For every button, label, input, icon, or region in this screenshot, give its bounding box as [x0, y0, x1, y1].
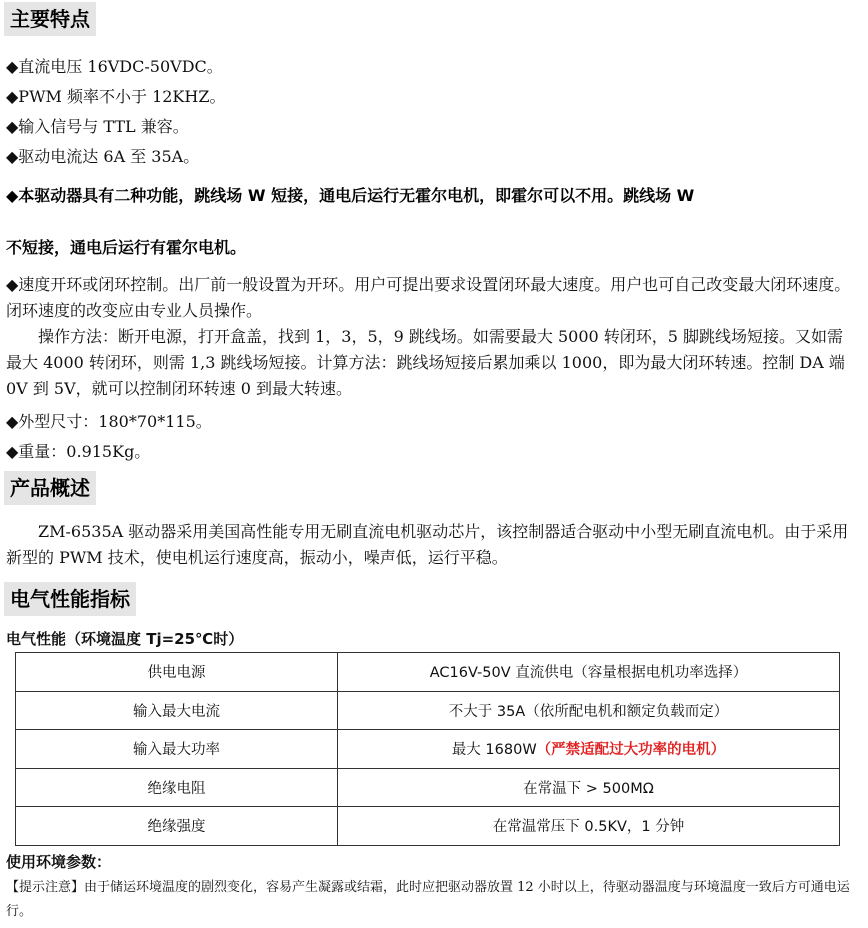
feature-current: ◆驱动电流达 6A 至 35A。 — [6, 147, 200, 166]
spec-warning: （严禁适配过大功率的电机） — [536, 742, 726, 759]
table-row — [16, 768, 840, 807]
environment-note: 【提示注意】由于储运环境温度的剧烈变化，容易产生凝露或结霜，此时应把驱动器放置 12 小时以上，待驱动器温度与环境温度一致后方可通电运行。 — [6, 880, 850, 919]
feature-hall-line2: 不短接，通电后运行有霍尔电机。 — [6, 238, 247, 257]
table-row — [16, 691, 840, 730]
overview-text: ZM-6535A 驱动器采用美国高性能专用无刷直流电机驱动芯片，该控制器适合驱动中小型无刷直流电机。由于采用新型的 PWM 技术，使电机运行速度高，振动小，噪声低，运行平稳。 — [6, 522, 849, 567]
spec-value-text: 不大于 35A（依所配电机和额定负载而定） — [448, 703, 729, 720]
feature-voltage: ◆直流电压 16VDC-50VDC。 — [6, 57, 223, 76]
spec-value-text: 在常温下 > 500MΩ — [523, 780, 654, 797]
feature-size: ◆外型尺寸：180*70*115。 — [6, 412, 212, 431]
feature-speed-control: ◆速度开环或闭环控制。出厂前一般设置为开环。用户可提出要求设置闭环最大速度。用户也可自己改变最大闭环速度。闭环速度的改变应由专业人员操作。 — [6, 275, 851, 320]
table-row — [16, 807, 840, 846]
spec-label: 绝缘强度 — [16, 807, 338, 846]
spec-value-text: 在常温常压下 0.5KV，1 分钟 — [492, 819, 685, 836]
spec-value-text: 最大 1680W — [451, 742, 537, 759]
spec-value — [338, 691, 840, 730]
operation-method: 操作方法：断开电源，打开盒盖，找到 1，3，5，9 跳线场。如需要最大 5000 转闭环，5 脚跳线场短接。又如需最大 4000 转闭环，则需 1,3 跳线场短接。计算方法：跳线场短接后累加乘以 1000，即为最大闭环转速。控制 DA 端 0V 到 5V，就可以控制闭环转速 0 到最大转速。 — [6, 327, 845, 398]
spec-label: 输入最大功率 — [16, 730, 338, 769]
feature-hall-line1: ◆本驱动器具有二种功能，跳线场 W 短接，通电后运行无霍尔电机，即霍尔可以不用。跳线场 W — [6, 186, 695, 205]
table-row — [16, 653, 840, 692]
spec-label: 输入最大电流 — [16, 691, 338, 730]
spec-value — [338, 768, 840, 807]
section-heading-overview: 产品概述 — [4, 471, 96, 505]
feature-weight: ◆重量：0.915Kg。 — [6, 442, 151, 461]
spec-value-text: AC16V-50V 直流供电（容量根据电机功率选择） — [429, 665, 748, 682]
spec-value — [338, 653, 840, 692]
electrical-subtitle: 电气性能（环境温度 Tj=25℃时） — [6, 630, 244, 648]
spec-value — [338, 730, 840, 769]
feature-ttl: ◆输入信号与 TTL 兼容。 — [6, 117, 189, 136]
spec-value — [338, 807, 840, 846]
spec-label: 供电电源 — [16, 653, 338, 692]
feature-pwm: ◆PWM 频率不小于 12KHZ。 — [6, 87, 226, 106]
environment-title: 使用环境参数： — [6, 853, 112, 871]
table-row — [16, 730, 840, 769]
spec-label: 绝缘电阻 — [16, 768, 338, 807]
electrical-spec-table — [15, 652, 840, 846]
section-heading-features: 主要特点 — [4, 2, 96, 36]
section-heading-electrical: 电气性能指标 — [4, 582, 136, 616]
